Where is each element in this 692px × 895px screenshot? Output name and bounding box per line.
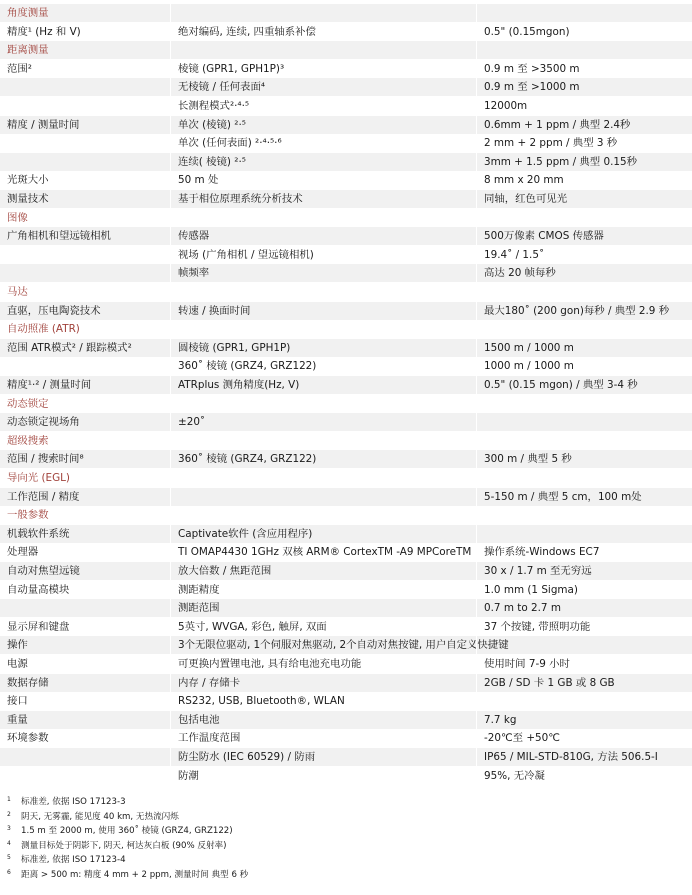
row-parameter: 测距范围 bbox=[178, 599, 220, 617]
spec-row bbox=[0, 153, 692, 171]
row-parameter: 可更换内置锂电池, 具有给电池充电功能 bbox=[178, 655, 361, 673]
row-parameter: 内存 / 存储卡 bbox=[178, 674, 240, 692]
spec-row bbox=[0, 711, 692, 729]
footnote-number: 4 bbox=[7, 839, 11, 847]
row-value: 0.5" (0.15mgon) bbox=[484, 23, 570, 41]
row-value: 同轴，红色可见光 bbox=[484, 190, 567, 208]
spec-row bbox=[0, 246, 692, 264]
row-parameter: ±20˚ bbox=[178, 413, 205, 431]
section-title: 一般参数 bbox=[7, 509, 49, 522]
row-value: 0.6mm + 1 ppm / 典型 2.4秒 bbox=[484, 116, 630, 134]
footnote bbox=[7, 808, 687, 823]
spec-row bbox=[0, 525, 692, 543]
footnote-text: 标准差, 依据 ISO 17123-3 bbox=[21, 797, 126, 807]
footnote-text: 测量目标处于阴影下, 阴天, 柯达灰白板 (90% 反射率) bbox=[21, 840, 227, 851]
row-parameter: 转速 / 换面时间 bbox=[178, 302, 250, 320]
footnote-number: 3 bbox=[7, 825, 11, 833]
footnote-text: 标准差, 依据 ISO 17123-4 bbox=[21, 855, 126, 866]
section-header-row bbox=[0, 320, 692, 338]
row-value: 7.7 kg bbox=[484, 711, 516, 729]
row-label: 工作范围 / 精度 bbox=[7, 490, 80, 503]
row-value: 5-150 m / 典型 5 cm，100 m处 bbox=[484, 488, 642, 506]
section-header-row bbox=[0, 469, 692, 487]
spec-row bbox=[0, 543, 692, 561]
footnote-text: 距离 > 500 m: 精度 4 mm + 2 ppm, 测量时间 典型 6 秒 bbox=[21, 869, 249, 880]
section-header-row bbox=[0, 506, 692, 524]
spec-row bbox=[0, 488, 692, 506]
row-label: 精度¹·² / 测量时间 bbox=[7, 379, 92, 391]
row-value: 300 m / 典型 5 秒 bbox=[484, 450, 572, 468]
spec-row bbox=[0, 339, 692, 357]
row-parameter: 360˚ 棱镜 (GRZ4, GRZ122) bbox=[178, 450, 316, 468]
row-parameter: 传感器 bbox=[178, 227, 209, 245]
row-parameter: 单次 (任何表面) ²·⁴·⁵·⁶ bbox=[178, 134, 282, 152]
row-label: 自动对焦望远镜 bbox=[7, 565, 80, 577]
row-label: 显示屏和键盘 bbox=[7, 620, 70, 633]
row-label: 动态锁定视场角 bbox=[7, 416, 80, 429]
spec-row bbox=[0, 692, 692, 710]
row-label: 环境参数 bbox=[7, 732, 49, 745]
spec-row bbox=[0, 357, 692, 375]
row-parameter: 包括电池 bbox=[178, 711, 220, 729]
row-parameter: 基于相位原理系统分析技术 bbox=[178, 190, 303, 208]
spec-row bbox=[0, 376, 692, 394]
row-value: 3mm + 1.5 ppm / 典型 0.15秒 bbox=[484, 153, 637, 171]
row-value: -20℃至 +50℃ bbox=[484, 729, 560, 747]
row-value: 0.7 m to 2.7 m bbox=[484, 599, 561, 617]
row-parameter: 防尘防水 (IEC 60529) / 防雨 bbox=[178, 748, 315, 766]
spec-row bbox=[0, 171, 692, 189]
row-value: 1500 m / 1000 m bbox=[484, 339, 574, 357]
row-parameter: 工作温度范围 bbox=[178, 729, 240, 747]
section-header-row bbox=[0, 432, 692, 450]
row-value: 操作系统-Windows EC7 bbox=[484, 543, 599, 561]
row-label: 重量 bbox=[7, 713, 28, 726]
spec-row bbox=[0, 60, 692, 78]
spec-row bbox=[0, 302, 692, 320]
footnote-number: 5 bbox=[7, 854, 11, 862]
row-parameter: 测距精度 bbox=[178, 581, 220, 599]
row-label: 精度 / 测量时间 bbox=[7, 118, 80, 131]
row-parameter: 单次 (棱镜) ²·⁵ bbox=[178, 116, 246, 134]
section-header-row bbox=[0, 209, 692, 227]
section-title: 马达 bbox=[7, 286, 28, 298]
row-value: 0.9 m 至 >1000 m bbox=[484, 78, 580, 96]
footnote-number: 6 bbox=[7, 868, 11, 876]
row-label: 机载软件系统 bbox=[7, 527, 70, 540]
row-parameter: 棱镜 (GPR1, GPH1P)³ bbox=[178, 60, 284, 78]
section-title: 图像 bbox=[7, 211, 28, 224]
row-parameter: Captivate软件 (含应用程序) bbox=[178, 525, 312, 543]
footnote bbox=[7, 851, 687, 866]
row-label: 操作 bbox=[7, 639, 28, 652]
row-parameter: 3个无限位驱动, 1个伺服对焦驱动, 2个自动对焦按键, 用户自定义快捷键 bbox=[178, 636, 509, 654]
row-value: 高达 20 帧每秒 bbox=[484, 264, 556, 282]
row-label: 精度¹ (Hz 和 V) bbox=[7, 25, 81, 38]
row-parameter: 防潮 bbox=[178, 767, 199, 785]
footnote-text: 1.5 m 至 2000 m, 使用 360˚ 棱镜 (GRZ4, GRZ122) bbox=[21, 826, 233, 837]
row-label: 范围² bbox=[7, 62, 32, 75]
spec-row bbox=[0, 674, 692, 692]
spec-row bbox=[0, 413, 692, 431]
footnote-text: 阴天, 无雾霾, 能见度 40 km, 无热流闪烁 bbox=[21, 811, 179, 822]
spec-row bbox=[0, 116, 692, 134]
spec-row bbox=[0, 23, 692, 41]
row-value: 30 x / 1.7 m 至无穷远 bbox=[484, 562, 592, 580]
spec-row bbox=[0, 134, 692, 152]
spec-row bbox=[0, 636, 692, 654]
spec-row bbox=[0, 450, 692, 468]
row-parameter: 圆棱镜 (GPR1, GPH1P) bbox=[178, 339, 290, 357]
spec-row bbox=[0, 227, 692, 245]
spec-row bbox=[0, 618, 692, 636]
spec-row bbox=[0, 264, 692, 282]
row-label: 范围 / 搜索时间⁸ bbox=[7, 453, 84, 466]
row-parameter: 放大倍数 / 焦距范围 bbox=[178, 562, 271, 580]
row-value: 使用时间 7-9 小时 bbox=[484, 655, 570, 673]
row-value: 2 mm + 2 ppm / 典型 3 秒 bbox=[484, 134, 617, 152]
section-title: 角度测量 bbox=[7, 7, 49, 19]
row-label: 电源 bbox=[7, 658, 28, 670]
spec-row bbox=[0, 78, 692, 96]
section-header-row bbox=[0, 4, 692, 22]
section-title: 超级搜索 bbox=[7, 434, 49, 447]
row-parameter: 5英寸, WVGA, 彩色, 触屏, 双面 bbox=[178, 618, 327, 636]
row-label: 光斑大小 bbox=[7, 174, 49, 187]
row-parameter: 360˚ 棱镜 (GRZ4, GRZ122) bbox=[178, 357, 316, 375]
spec-row bbox=[0, 729, 692, 747]
section-title: 距离测量 bbox=[7, 44, 49, 57]
footnote bbox=[7, 793, 687, 808]
row-parameter: 帧频率 bbox=[178, 264, 209, 282]
row-value: 2GB / SD 卡 1 GB 或 8 GB bbox=[484, 674, 615, 692]
row-label: 广角相机和望远镜相机 bbox=[7, 230, 111, 243]
row-label: 测量技术 bbox=[7, 193, 49, 205]
row-label: 直驱，压电陶瓷技术 bbox=[7, 304, 101, 317]
footnote bbox=[7, 822, 687, 837]
row-label: 数据存储 bbox=[7, 676, 49, 689]
spec-row bbox=[0, 748, 692, 766]
row-parameter: 绝对编码, 连续, 四重轴系补偿 bbox=[178, 23, 316, 41]
section-header-row bbox=[0, 41, 692, 59]
spec-row bbox=[0, 562, 692, 580]
row-parameter: 无棱镜 / 任何表面⁴ bbox=[178, 78, 265, 96]
row-label: 自动量高模块 bbox=[7, 583, 70, 596]
footnote bbox=[7, 837, 687, 852]
row-parameter: TI OMAP4430 1GHz 双核 ARM® CortexTM -A9 MPCoreTM bbox=[178, 543, 471, 561]
section-header-row bbox=[0, 395, 692, 413]
row-value: IP65 / MIL-STD-810G, 方法 506.5-I bbox=[484, 748, 658, 766]
row-value: 19.4˚ / 1.5˚ bbox=[484, 246, 544, 264]
section-header-row bbox=[0, 283, 692, 301]
row-value: 0.5" (0.15 mgon) / 典型 3-4 秒 bbox=[484, 376, 638, 394]
spec-row bbox=[0, 767, 692, 785]
row-value: 1000 m / 1000 m bbox=[484, 357, 574, 375]
row-label: 接口 bbox=[7, 695, 28, 708]
row-value: 95%, 无冷凝 bbox=[484, 767, 545, 785]
section-title: 导向光 (EGL) bbox=[7, 472, 70, 484]
row-value: 12000m bbox=[484, 97, 527, 115]
spec-row bbox=[0, 97, 692, 115]
row-parameter: 连续( 棱镜) ²·⁵ bbox=[178, 153, 246, 171]
footnotes bbox=[7, 793, 687, 881]
row-parameter: RS232, USB, Bluetooth®, WLAN bbox=[178, 692, 345, 710]
row-label: 范围 ATR模式² / 跟踪模式² bbox=[7, 341, 132, 354]
spec-row bbox=[0, 190, 692, 208]
row-value: 0.9 m 至 >3500 m bbox=[484, 60, 580, 78]
section-title: 动态锁定 bbox=[7, 397, 49, 410]
row-value: 500万像素 CMOS 传感器 bbox=[484, 227, 604, 245]
row-value: 37 个按键, 带照明功能 bbox=[484, 618, 590, 636]
spec-row bbox=[0, 581, 692, 599]
footnote-number: 2 bbox=[7, 810, 11, 818]
section-title: 自动照准 (ATR) bbox=[7, 323, 80, 336]
row-parameter: 长测程模式²·⁴·⁵ bbox=[178, 97, 249, 115]
row-parameter: 视场 (广角相机 / 望远镜相机) bbox=[178, 246, 314, 264]
row-value: 8 mm x 20 mm bbox=[484, 171, 564, 189]
footnote-number: 1 bbox=[7, 796, 11, 803]
footnote bbox=[7, 866, 687, 881]
row-value: 1.0 mm (1 Sigma) bbox=[484, 581, 578, 599]
row-parameter: ATRplus 测角精度(Hz, V) bbox=[178, 376, 299, 394]
spec-row bbox=[0, 599, 692, 617]
row-parameter: 50 m 处 bbox=[178, 171, 218, 189]
row-value: 最大180˚ (200 gon)每秒 / 典型 2.9 秒 bbox=[484, 302, 669, 320]
row-label: 处理器 bbox=[7, 546, 39, 559]
spec-row bbox=[0, 655, 692, 673]
